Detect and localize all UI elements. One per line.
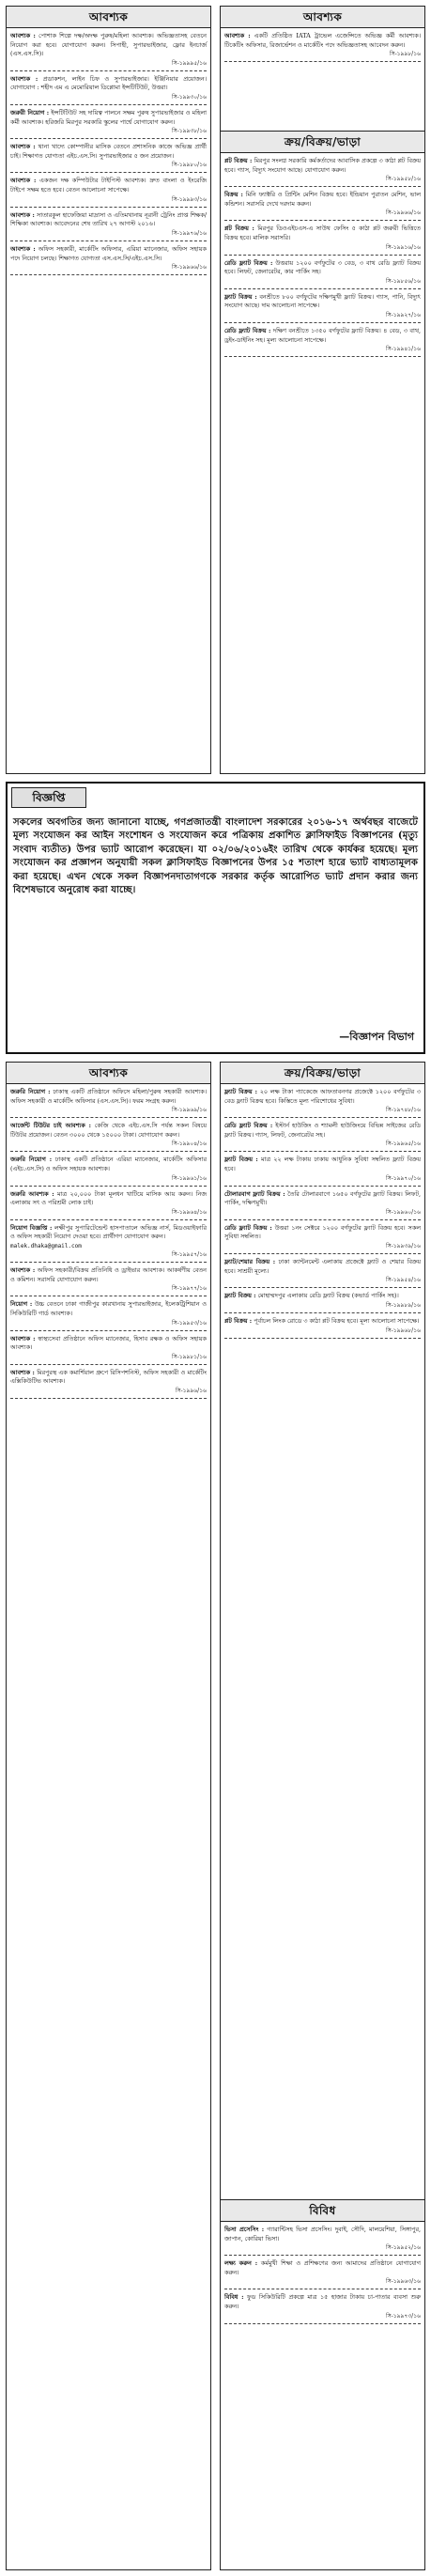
ad-reference: সি-১৯৯৮১/১৬ bbox=[172, 1353, 207, 1360]
ad-text: ইস্টার্ন হাউজিং ও শ্যামলী হাউজিংয়ে বিভিন্ন সাইজের রেডি ফ্ল্যাট বিক্রয়। গ্যাস, লিফট, জেনারেটর সহ। bbox=[224, 1122, 421, 1139]
ads-list bbox=[221, 2222, 424, 2328]
ad-text: উত্তরায় ১২০০ বর্গফুটের ৩ বেড, ৩ বাথ রেডি ফ্ল্যাট বিক্রয় হবে। লিফট, জেনারেটর, কার পার্কিং সহ। bbox=[224, 258, 421, 276]
ad-text: পোশাক শিল্পে দক্ষ/অদক্ষ পুরুষ/মহিলা আবশ্যক। অভিজ্ঞতাসহ বেতনে নিয়োগ করা হবে। যোগাযোগ করুন। সিপাহী, সুপারভাইজার, ফ্লোর ইনচার্জ (এস.এস.সি)। bbox=[10, 32, 207, 58]
classified-ad bbox=[224, 189, 421, 221]
ad-reference: সি-১৯৯৯৫/১৬ bbox=[172, 59, 207, 67]
ad-text: প্রডাকশন, লাইন চিফ ও সুপারভাইজার। ইঞ্জিনিয়ার প্রয়োজন। যোগাযোগ : শহীদ এম এ মেমোরিয়াল ডিপ্লোমা ইন্সটিটিউট, উত্তরা। bbox=[10, 74, 207, 92]
ad-reference: সি-১৯৯১৬/১৬ bbox=[386, 243, 421, 251]
ad-keyword: আবশ্যক : bbox=[10, 1266, 36, 1275]
ad-reference: সি-১৯৯৫২/১৬ bbox=[386, 2244, 421, 2252]
notice-box bbox=[6, 782, 425, 1054]
classified-ad bbox=[10, 141, 207, 173]
ad-keyword: আর্জেন্ট টিউটর চাই আবশ্যক : bbox=[10, 1122, 92, 1130]
classified-ad bbox=[10, 73, 207, 105]
ad-text: ঢাকা ক্যান্টনমেন্ট এলাকায় প্রজেক্টে ফ্ল্যাট ও শেয়ার বিক্রয় হবে। সাশ্রয়ী মূল্যে। bbox=[224, 1258, 422, 1275]
classified-ad bbox=[224, 1315, 421, 1339]
wanted-column-top bbox=[6, 6, 211, 774]
section-header: বিবিধ bbox=[221, 2200, 424, 2222]
section-header: ক্রয়/বিক্রয়/ভাড়া bbox=[221, 1063, 424, 1084]
ads-list bbox=[221, 1084, 424, 1342]
section-header: আবশ্যক bbox=[7, 1063, 210, 1084]
ad-reference: সি-১৯৯৭৩/১৬ bbox=[385, 2312, 421, 2320]
ad-keyword: আবশ্যক : bbox=[10, 210, 35, 219]
ad-keyword: ফ্ল্যাট/শেয়ার বিক্রয় : bbox=[224, 1258, 276, 1266]
ad-keyword: আবশ্যক : bbox=[10, 74, 38, 83]
ad-keyword: নিয়োগ : bbox=[10, 1300, 33, 1309]
classified-ad bbox=[10, 1154, 207, 1186]
ad-keyword: রেডি ফ্ল্যাট বিক্রয় : bbox=[224, 1223, 272, 1232]
ad-text: মোহাম্মদপুর এলাকায় রেডি ফ্ল্যাট বিক্রয় (কভার্ড পার্কিং সহ)। bbox=[257, 1292, 399, 1300]
misc-section bbox=[221, 2199, 424, 2569]
ad-reference: সি-১৯৯৯৩/১৬ bbox=[172, 195, 207, 203]
ad-text: মাত্র ২২ লক্ষ টাকায় ঢাকায় আধুনিক সুবিধা সম্বলিত ফ্ল্যাট বিক্রয় হবে। bbox=[224, 1156, 421, 1173]
buy-sell-rent-section bbox=[221, 131, 424, 773]
classified-ad bbox=[224, 1086, 421, 1118]
ad-text: অফিস সহকারী, মার্কেটিং অফিসার, এরিয়া ম্যানেজার, অফিস সহায়ক পদে নিয়োগ চলছে। শিক্ষাগত যোগ্যতা এস.এস.সি/এইচ.এস.সি। bbox=[10, 244, 207, 262]
section-header: আবশ্যক bbox=[7, 7, 210, 28]
ad-text: পূর্বাচল লিংক রোডে ৩ কাঠা প্লট বিক্রয় হবে। মূল্য আলোচনা সাপেক্ষে। bbox=[254, 1316, 420, 1325]
ad-keyword: আবশ্যক : bbox=[10, 143, 36, 151]
ad-text: ঢাকাস্থ একটি প্রতিষ্ঠানে অফিসে মহিলা/পুরুষ সহকারী আবশ্যক। অফিস সহকারী ও মার্কেটিং অফিসার (এস.এস.সি)। ফরম সংগ্রহ করুন। bbox=[10, 1088, 207, 1105]
ad-keyword: রেডি ফ্ল্যাট বিক্রয় : bbox=[224, 258, 273, 267]
classified-ad bbox=[10, 1333, 207, 1365]
ad-keyword: আবশ্যক : bbox=[10, 1334, 36, 1342]
classified-ad bbox=[10, 1188, 207, 1220]
ad-reference: সি-১৯৯৬৫/১৬ bbox=[386, 1141, 421, 1148]
ad-keyword: লক্ষ্য করুন : bbox=[224, 2259, 258, 2268]
ad-reference: সি-১৯৯৬১/১৬ bbox=[172, 1174, 207, 1182]
section-header: ক্রয়/বিক্রয়/ভাড়া bbox=[221, 132, 424, 153]
ad-reference: সি-১৯৯৫৮/১৬ bbox=[386, 176, 421, 183]
ad-text: মিরপুরস্থ এক কমার্শিয়াল গ্রুপে রিসিপশনিস্ট, অফিস সহকারী ও মার্কেটিং এক্সিকিউটিভ আবশ্যক। bbox=[10, 1368, 207, 1386]
ad-keyword: ফ্ল্যাট বিক্রয় : bbox=[224, 292, 257, 301]
ad-text: একজন দক্ষ কম্পিউটার টাইপিস্ট আবশ্যক। দ্রুত বাংলা ও ইংরেজি টাইপে সক্ষম হতে হবে। বেতন আলোচনা সাপেক্ষে। bbox=[10, 177, 208, 194]
classified-ad bbox=[224, 30, 421, 62]
ad-keyword: আবশ্যক : bbox=[10, 32, 36, 39]
ad-keyword: বিবিধ : bbox=[224, 2293, 244, 2302]
ad-keyword: ফ্ল্যাট বিক্রয় : bbox=[224, 1156, 258, 1164]
ad-reference: সি-১৯৯৩০/১৬ bbox=[171, 94, 207, 101]
ad-text: একটি প্রতিষ্ঠিত IATA ট্রাভেল এজেন্সিতে অভিজ্ঞ কর্মী আবশ্যক। টিকেটিং অফিসার, রিজার্ভেশন ও মার্কেটিং পদে অভিজ্ঞতাসহ আবেদন করুন। bbox=[224, 32, 421, 49]
ad-text: মিরপুর সংলগ্ন সরকারি কর্মকর্তাদের আবাসিক প্রকল্পে ৩ কাঠা প্লট বিক্রয় হবে। গ্যাস, বিদ্যুৎ সংযোগ আছে। যোগাযোগ করুন। bbox=[224, 157, 421, 174]
classified-ad bbox=[224, 291, 421, 323]
classified-ad bbox=[10, 175, 207, 207]
classified-ad bbox=[10, 1222, 207, 1263]
ad-keyword: আবশ্যক : bbox=[10, 244, 36, 253]
ad-reference: সি-১৯৯৩৮/১৬ bbox=[172, 128, 207, 135]
ad-text: অফিস সহকারী/বিক্রয় প্রতিনিধি ও ড্রাইভার আবশ্যক। আকর্ষণীয় বেতন ও কমিশন। সরাসরি যোগাযোগ করুন। bbox=[10, 1266, 207, 1283]
classified-ad bbox=[224, 325, 421, 357]
ad-keyword: প্লট বিক্রয় : bbox=[224, 157, 253, 164]
classified-ad bbox=[224, 223, 421, 255]
ad-text: ফুড সিকিউরিটি প্রকল্পে মাত্র ১৫ হাজার টাকায় চা-পাতার ব্যবসা শুরু করুন। bbox=[224, 2293, 421, 2311]
ad-reference: সি-১৯৯৮৯/১৬ bbox=[386, 1301, 421, 1309]
classified-ad bbox=[10, 1367, 207, 1399]
top-section bbox=[6, 6, 425, 774]
ad-reference: সি-১৯৯৫৪/১৬ bbox=[386, 1277, 421, 1284]
ad-keyword: ভিসা প্রসেসিং : bbox=[224, 2226, 265, 2233]
ad-keyword: টোলারবাগ ফ্ল্যাট বিক্রয় : bbox=[224, 1189, 285, 1198]
ad-keyword: আবশ্যক : bbox=[10, 177, 37, 185]
notice-signature: —বিজ্ঞাপন বিভাগ bbox=[339, 1030, 414, 1043]
ad-text: মাত্র ২০,০০০ টাকা মূলধন খাটিয়ে মাসিক আয় করুন। নিজ এলাকায় সৎ ও পরিশ্রমী লোক চাই। bbox=[10, 1189, 207, 1207]
ad-text: বনশ্রীতে ৮০০ বর্গফুটের দক্ষিণমুখী ফ্ল্যাট বিক্রয়। গ্যাস, পানি, বিদ্যুৎ সংযোগ আছে। দাম আলোচনা সাপেক্ষে। bbox=[224, 292, 421, 310]
ad-text: উচ্চ বেতনে ঢাকা গাজীপুর কারখানায় সুপারভাইজার, ইলেকট্রিশিয়ান ও সিকিউরিটি গার্ড আবশ্যক। bbox=[10, 1300, 207, 1317]
ad-reference: সি-১৯৮৫৬/১৬ bbox=[386, 277, 421, 285]
ad-reference: সি-১৯৯৮০/১৬ bbox=[172, 162, 207, 169]
ad-text: ইন্সটিটিউট সহ দায়িত্ব পালনে সক্ষম পুরুষ সুপারভাইজার ও মহিলা কর্মী আবশ্যক। হরিজরি মিরপুর সরকারি স্কুলের পার্শ্বে যোগাযোগ করুন। bbox=[10, 109, 207, 126]
ad-text: লক্ষীপুর সুপারিটেন্ডেন্ট হাসপাতালে অভিজ্ঞ নার্স, মিডওয়াইফারি ও অফিস সহকারী নিয়োগ দেওয়া হবে। প্রার্থীগণ যোগাযোগ করুন। bbox=[10, 1223, 207, 1241]
ad-text: তৈরি টোলারবাগে ১৬৫০ বর্গফুটের ফ্ল্যাট বিক্রয়। লিফট, পার্কিং, দক্ষিণমুখী। bbox=[224, 1189, 421, 1207]
ad-reference: সি-১৯৯৭৭/১৬ bbox=[171, 1285, 207, 1293]
ads-list bbox=[221, 28, 424, 66]
classified-ad bbox=[224, 1188, 421, 1220]
classified-ad bbox=[224, 2258, 421, 2289]
classified-ad bbox=[224, 155, 421, 187]
ad-email[interactable]: malek.dhaka@gmail.com bbox=[10, 1243, 82, 1250]
ad-keyword: প্লট বিক্রয় : bbox=[224, 1316, 253, 1325]
ad-keyword: ফ্ল্যাট বিক্রয় : bbox=[224, 1088, 257, 1095]
ad-keyword: নিয়োগ বিজ্ঞপ্তি : bbox=[10, 1223, 53, 1232]
ad-keyword: বিক্রয় : bbox=[224, 191, 243, 199]
ad-text: কেজি থেকে এইচ.এস.সি পর্যন্ত সকল বিষয়ে টিউটর প্রয়োজন। বেতন ৩০০০ থেকে ১৫০০০ টাকা। যোগাযোগ করুন। bbox=[10, 1122, 207, 1139]
ad-reference: সি-১৯৯০৪/১৬ bbox=[172, 1141, 207, 1148]
ad-reference: সি-১৯৯৩৯/১৬ bbox=[386, 1243, 421, 1250]
ad-reference: সি-১৯৯৫৩/১৬ bbox=[172, 1319, 207, 1327]
ad-keyword: জরুরি নিয়োগ : bbox=[10, 1088, 51, 1095]
ads-list bbox=[7, 1084, 210, 1403]
classified-ad bbox=[224, 2291, 421, 2323]
ad-text: মিনি ফ্যাক্টরি ও প্রিন্টিং মেশিন বিক্রয় হবে। ইন্ডিয়ান পুরাতন মেশিন, ভাল কন্ডিশন। সরাসরি দেখে দরদাম করুন। bbox=[224, 191, 422, 208]
wanted-column-bottom bbox=[6, 1062, 211, 2570]
ad-keyword: জরুরি নিয়োগ : bbox=[10, 1156, 53, 1164]
classified-ad bbox=[224, 1222, 421, 1254]
ad-text: উত্তরা ১নং সেক্টরে ১২০০ বর্গফুটের ফ্ল্যাট বিক্রয় হবে। সকল সুবিধা সম্বলিত। bbox=[224, 1223, 421, 1241]
ad-keyword: জরুরী নিয়োগ : bbox=[10, 109, 50, 117]
classified-ad bbox=[10, 209, 207, 241]
ad-text: দক্ষিণ বনশ্রীতে ১৩৫০ বর্গফুটের ফ্ল্যাট বিক্রয়। ৪ বেড, ৩ বাথ, ড্রইং-ডাইনিং সহ। মূল্য আলোচনা সাপেক্ষে। bbox=[224, 327, 421, 344]
ad-text: কর্মমুখী শিক্ষা ও প্রশিক্ষণের জন্য আমাদের প্রতিষ্ঠানে যোগাযোগ করুন। bbox=[224, 2259, 421, 2276]
classified-ad bbox=[10, 243, 207, 275]
ad-reference: সি-১৯৯৭৬/১৬ bbox=[171, 229, 207, 237]
ad-keyword: জরুরি আবশ্যক : bbox=[10, 1189, 54, 1198]
ad-keyword: ফ্ল্যাট বিক্রয় : bbox=[224, 1292, 256, 1300]
bottom-section bbox=[6, 1062, 425, 2570]
ad-text: মিরপুর ডিওএইচএস-এ সাউথ ফেসিং ৫ কাঠা প্লট জরুরী ভিত্তিতে বিক্রয় হবে। মালিক সরাসরি। bbox=[224, 225, 421, 242]
ad-text: গ্যারান্টিসহ ভিসা প্রসেসিং। দুবাই, সৌদি, মালয়েশিয়া, সিঙ্গাপুর, জাপান, কোরিয়া ভিসা। bbox=[224, 2226, 421, 2242]
ad-text: ঢাকাস্থ একটি প্রতিষ্ঠানে এরিয়া ম্যানেজার, মার্কেটিং অফিসার (এইচ.এস.সি) ও অফিস সহায়ক আবশ্যক। bbox=[10, 1156, 207, 1173]
classified-ad bbox=[224, 1256, 421, 1288]
ad-reference: সি-১৯৯৮/১৬ bbox=[389, 51, 421, 58]
classified-ad bbox=[224, 1290, 421, 1313]
ad-text: সাতারকুল হাফেজিয়া মাদ্রাসা ও এতিমখানায় নূরানী ট্রেনিং প্রাপ্ত শিক্ষক/শিক্ষিকা আবশ্যক। আবেদনের শেষ তারিখ ২৭ আগস্ট ২০১৬। bbox=[10, 210, 207, 228]
ad-keyword: আবশ্যক : bbox=[10, 1368, 35, 1376]
classified-ad bbox=[10, 1265, 207, 1296]
ad-keyword: আবশ্যক : bbox=[224, 32, 251, 39]
ad-reference: সি-১৯৯৫৭/১৬ bbox=[172, 1251, 207, 1259]
classified-ad bbox=[224, 257, 421, 289]
classified-ad bbox=[10, 107, 207, 139]
ad-reference: সি-১৯৯৬০/১৬ bbox=[385, 1208, 421, 1216]
classified-ad bbox=[10, 1298, 207, 1330]
notice-header: বিজ্ঞপ্তি bbox=[11, 787, 86, 808]
ad-reference: সি-১৯৯৬৯/১৬ bbox=[172, 1107, 207, 1114]
classified-ad bbox=[10, 1086, 207, 1118]
ads-list bbox=[7, 28, 210, 279]
classified-ad bbox=[224, 1120, 421, 1152]
ad-reference: সি-১৯৯৭০/১৬ bbox=[385, 1174, 421, 1182]
ad-text: ২০ লক্ষ টাকা প্যাকেজে আফতাবনগর প্রজেক্টে ১২০০ বর্গফুটের ৩ বেড ফ্ল্যাট বিক্রয় হবে। কিস্তিতে মূল্য পরিশোধের সুবিধা। bbox=[224, 1088, 421, 1105]
ad-reference: সি-১৯৯২৭/১৬ bbox=[385, 312, 421, 319]
section-header: আবশ্যক bbox=[221, 7, 424, 28]
ad-text: স্বাস্থ্যসেবা প্রতিষ্ঠানে অফিস ম্যানেজার, হিসাব রক্ষক ও অফিস সহায়ক আবশ্যক। bbox=[10, 1334, 208, 1352]
ad-reference: সি-১৯৯৪১/১৬ bbox=[386, 346, 421, 353]
notice-body: সকলের অবগতির জন্য জানানো যাচ্ছে, গণপ্রজাতন্ত্রী বাংলাদেশ সরকারের ২০১৬-১৭ অর্থবছর বাজেটে মূল্য সংযোজন কর আইন সংশোধন ও সংযোজন করে পত্রিকায় প্রকাশিত ক্লাসিফাইড বিজ্ঞাপনের (মৃত্যু সংবাদ ব্যতীত) উপর ভ্যাট আরোপ করেছেন। যা ০২/০৬/২০১৬ইং তারিখ থেকে কার্যকর হয়েছে। মূল্য সংযোজন কর প্রজ্ঞাপন অনুযায়ী সকল ক্লাসিফাইড বিজ্ঞাপনের উপর ১৫ শতাংশ হারে ভ্যাট বাধ্যতামূলক করা হয়েছে। এখন থেকে সকল বিজ্ঞাপনদাতাগণকে সরকার কর্তৃক আরোপিত ভ্যাট প্রদান করার জন্য বিশেষভাবে অনুরোধ করা যাচ্ছে। bbox=[13, 816, 418, 896]
classified-ad bbox=[224, 1154, 421, 1186]
right-column-top bbox=[220, 6, 425, 774]
classified-ad bbox=[224, 2224, 421, 2256]
ad-reference: সি-১৯৭৪৮/১৬ bbox=[386, 1107, 421, 1114]
ad-reference: সি-১৯৯৬/১৬ bbox=[175, 1387, 207, 1394]
ad-keyword: রেডি ফ্ল্যাট বিক্রয় : bbox=[224, 1122, 273, 1130]
ad-reference: সি-১৯৯৬৬/১৬ bbox=[385, 209, 421, 217]
classified-ad bbox=[10, 30, 207, 71]
ad-reference: সি-১৯৯৬৮/১৬ bbox=[386, 1327, 421, 1334]
ad-reference: সি-১৯৯৬৩/১৬ bbox=[385, 2278, 421, 2286]
ad-keyword: প্লট বিক্রয় : bbox=[224, 225, 254, 233]
ad-reference: সি-১৯৯৬৪/১৬ bbox=[172, 1208, 207, 1216]
ad-reference: সি-১৯৯৬৬/১৬ bbox=[171, 264, 207, 272]
ad-text: থানা খাদ্যে কোম্পানীর মাসিক বেতনে প্রশাসনিক কাজে অভিজ্ঞ প্রার্থী চাই। শিক্ষাগত যোগ্যতা এইচ.এস.সি। সুপারভাইজার ৫ জন প্রয়োজন। bbox=[10, 143, 207, 160]
ads-list bbox=[221, 153, 424, 361]
classified-ad bbox=[10, 1120, 207, 1152]
ad-keyword: রেডি ফ্ল্যাট বিক্রয় : bbox=[224, 327, 271, 335]
buy-sell-column-bottom bbox=[220, 1062, 425, 2570]
